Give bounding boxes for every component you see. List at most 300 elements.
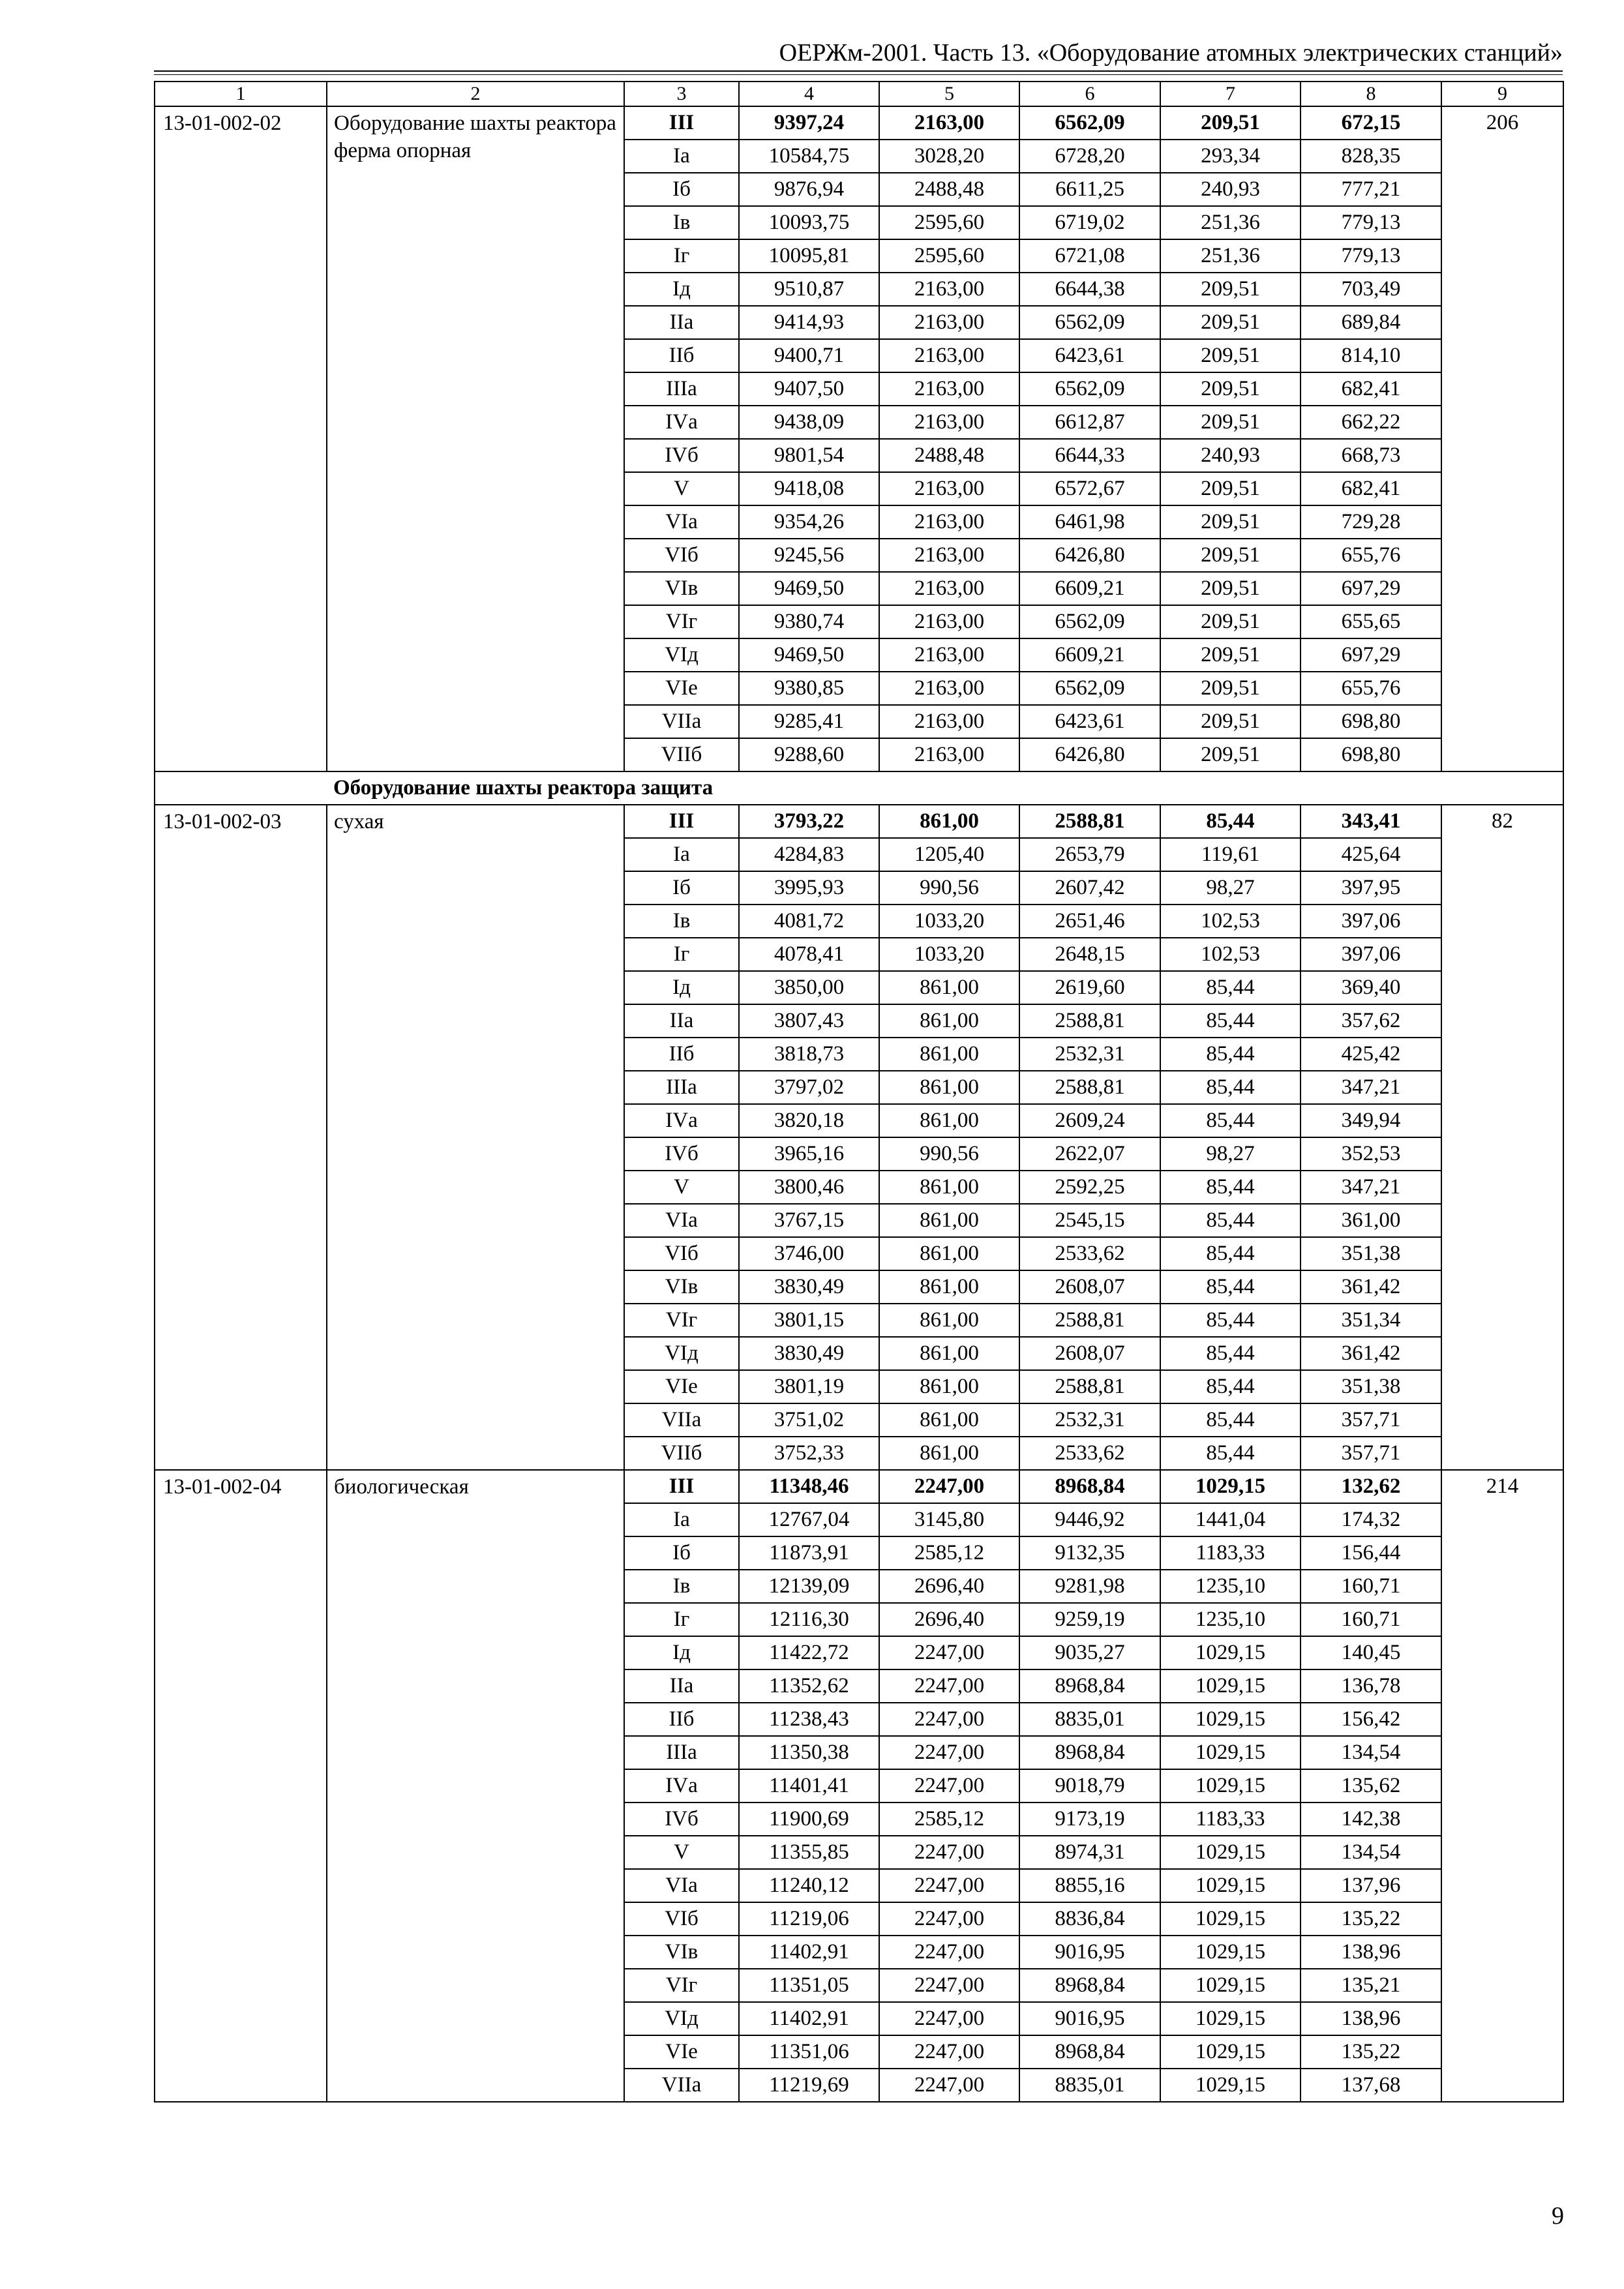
value-cell: 251,36 <box>1160 239 1301 273</box>
value-cell: 6562,09 <box>1019 306 1160 339</box>
value-cell: 861,00 <box>879 805 1019 838</box>
value-cell: 8836,84 <box>1019 1902 1160 1936</box>
value-cell: 6461,98 <box>1019 505 1160 539</box>
value-cell: 6609,21 <box>1019 572 1160 605</box>
value-cell: 2653,79 <box>1019 838 1160 871</box>
value-cell: 12139,09 <box>739 1570 879 1603</box>
value-cell: 1029,15 <box>1160 1902 1301 1936</box>
zone-cell: IIIа <box>624 1736 739 1769</box>
value-cell: 861,00 <box>879 1071 1019 1104</box>
value-cell: 861,00 <box>879 1304 1019 1337</box>
value-cell: 349,94 <box>1301 1104 1441 1137</box>
zone-cell: VIг <box>624 1969 739 2002</box>
value-cell: 990,56 <box>879 871 1019 905</box>
value-cell: 11219,06 <box>739 1902 879 1936</box>
zone-cell: VIд <box>624 638 739 672</box>
value-cell: 2247,00 <box>879 2069 1019 2102</box>
value-cell: 697,29 <box>1301 638 1441 672</box>
table-body <box>155 82 1563 2102</box>
zone-cell: Iб <box>624 871 739 905</box>
value-cell: 682,41 <box>1301 372 1441 406</box>
value-cell: 11238,43 <box>739 1703 879 1736</box>
page-header: ОЕРЖм-2001. Часть 13. «Оборудование атомных электрических станций» <box>779 39 1563 67</box>
value-cell: 3800,46 <box>739 1171 879 1204</box>
column-number: 3 <box>624 82 739 106</box>
value-cell: 351,38 <box>1301 1370 1441 1403</box>
value-cell: 1033,20 <box>879 905 1019 938</box>
value-cell: 85,44 <box>1160 1071 1301 1104</box>
value-cell: 861,00 <box>879 1270 1019 1304</box>
value-cell: 209,51 <box>1160 539 1301 572</box>
value-cell: 209,51 <box>1160 505 1301 539</box>
zone-cell: IVа <box>624 1769 739 1803</box>
zone-cell: VIв <box>624 572 739 605</box>
value-cell: 369,40 <box>1301 971 1441 1004</box>
zone-cell: IIа <box>624 306 739 339</box>
value-cell: 11351,06 <box>739 2035 879 2069</box>
value-cell: 9438,09 <box>739 406 879 439</box>
value-cell: 85,44 <box>1160 971 1301 1004</box>
value-cell: 10584,75 <box>739 140 879 173</box>
value-cell: 2488,48 <box>879 439 1019 472</box>
zone-cell: Iв <box>624 206 739 239</box>
value-cell: 11352,62 <box>739 1669 879 1703</box>
value-cell: 8855,16 <box>1019 1869 1160 1902</box>
value-cell: 2163,00 <box>879 605 1019 638</box>
value-cell: 137,68 <box>1301 2069 1441 2102</box>
value-cell: 6719,02 <box>1019 206 1160 239</box>
value-cell: 134,54 <box>1301 1836 1441 1869</box>
value-cell: 2648,15 <box>1019 938 1160 971</box>
section-spacer <box>155 771 327 805</box>
value-cell: 2163,00 <box>879 306 1019 339</box>
zone-cell: V <box>624 472 739 505</box>
value-cell: 2588,81 <box>1019 805 1160 838</box>
value-cell: 2619,60 <box>1019 971 1160 1004</box>
zone-cell: Iд <box>624 971 739 1004</box>
value-cell: 1029,15 <box>1160 1669 1301 1703</box>
value-cell: 85,44 <box>1160 1171 1301 1204</box>
value-cell: 9380,74 <box>739 605 879 638</box>
value-cell: 6612,87 <box>1019 406 1160 439</box>
rate-code: 13-01-002-04 <box>155 1470 327 2102</box>
zone-cell: VIIб <box>624 738 739 771</box>
value-cell: 102,53 <box>1160 938 1301 971</box>
value-cell: 2533,62 <box>1019 1237 1160 1270</box>
zone-cell: VIб <box>624 539 739 572</box>
value-cell: 3752,33 <box>739 1437 879 1470</box>
value-cell: 11401,41 <box>739 1769 879 1803</box>
value-cell: 2247,00 <box>879 1969 1019 2002</box>
value-cell: 2585,12 <box>879 1803 1019 1836</box>
value-cell: 361,42 <box>1301 1270 1441 1304</box>
value-cell: 2247,00 <box>879 1769 1019 1803</box>
value-cell: 6644,38 <box>1019 273 1160 306</box>
value-cell: 4284,83 <box>739 838 879 871</box>
value-cell: 4078,41 <box>739 938 879 971</box>
labor-norm: 206 <box>1441 106 1563 771</box>
value-cell: 11900,69 <box>739 1803 879 1836</box>
value-cell: 6609,21 <box>1019 638 1160 672</box>
value-cell: 9400,71 <box>739 339 879 372</box>
value-cell: 8968,84 <box>1019 1969 1160 2002</box>
value-cell: 1029,15 <box>1160 1836 1301 1869</box>
value-cell: 1235,10 <box>1160 1570 1301 1603</box>
value-cell: 2247,00 <box>879 2035 1019 2069</box>
zone-cell: Iг <box>624 239 739 273</box>
zone-cell: Iв <box>624 1570 739 1603</box>
value-cell: 8968,84 <box>1019 2035 1160 2069</box>
table-row <box>155 805 1563 838</box>
zone-cell: IIб <box>624 1038 739 1071</box>
header-rule <box>154 70 1563 72</box>
value-cell: 9446,92 <box>1019 1503 1160 1536</box>
zone-cell: VIа <box>624 1204 739 1237</box>
zone-cell: V <box>624 1171 739 1204</box>
value-cell: 6562,09 <box>1019 106 1160 140</box>
zone-cell: VIе <box>624 672 739 705</box>
value-cell: 11219,69 <box>739 2069 879 2102</box>
value-cell: 662,22 <box>1301 406 1441 439</box>
column-number: 8 <box>1301 82 1441 106</box>
zone-cell: VIа <box>624 1869 739 1902</box>
value-cell: 1029,15 <box>1160 1869 1301 1902</box>
value-cell: 3801,15 <box>739 1304 879 1337</box>
value-cell: 9876,94 <box>739 173 879 206</box>
value-cell: 11422,72 <box>739 1636 879 1669</box>
value-cell: 672,15 <box>1301 106 1441 140</box>
value-cell: 1029,15 <box>1160 1769 1301 1803</box>
value-cell: 174,32 <box>1301 1503 1441 1536</box>
value-cell: 10095,81 <box>739 239 879 273</box>
value-cell: 1029,15 <box>1160 1470 1301 1503</box>
zone-cell: VIд <box>624 2002 739 2035</box>
column-number: 7 <box>1160 82 1301 106</box>
value-cell: 209,51 <box>1160 372 1301 406</box>
value-cell: 8974,31 <box>1019 1836 1160 1869</box>
value-cell: 6562,09 <box>1019 605 1160 638</box>
value-cell: 2588,81 <box>1019 1004 1160 1038</box>
value-cell: 2247,00 <box>879 1836 1019 1869</box>
value-cell: 2163,00 <box>879 406 1019 439</box>
value-cell: 3995,93 <box>739 871 879 905</box>
value-cell: 3807,43 <box>739 1004 879 1038</box>
zone-cell: VIIа <box>624 705 739 738</box>
value-cell: 209,51 <box>1160 672 1301 705</box>
value-cell: 6728,20 <box>1019 140 1160 173</box>
value-cell: 6423,61 <box>1019 705 1160 738</box>
value-cell: 8968,84 <box>1019 1669 1160 1703</box>
value-cell: 160,71 <box>1301 1603 1441 1636</box>
zone-cell: Iв <box>624 905 739 938</box>
value-cell: 2651,46 <box>1019 905 1160 938</box>
value-cell: 9380,85 <box>739 672 879 705</box>
value-cell: 2247,00 <box>879 1902 1019 1936</box>
value-cell: 779,13 <box>1301 206 1441 239</box>
value-cell: 293,34 <box>1160 140 1301 173</box>
value-cell: 4081,72 <box>739 905 879 938</box>
value-cell: 2622,07 <box>1019 1137 1160 1171</box>
value-cell: 2163,00 <box>879 738 1019 771</box>
value-cell: 209,51 <box>1160 472 1301 505</box>
value-cell: 1029,15 <box>1160 2002 1301 2035</box>
value-cell: 2588,81 <box>1019 1370 1160 1403</box>
value-cell: 12116,30 <box>739 1603 879 1636</box>
value-cell: 12767,04 <box>739 1503 879 1536</box>
zone-cell: III <box>624 1470 739 1503</box>
column-number: 9 <box>1441 82 1563 106</box>
value-cell: 8968,84 <box>1019 1736 1160 1769</box>
zone-cell: Iд <box>624 1636 739 1669</box>
value-cell: 9259,19 <box>1019 1603 1160 1636</box>
value-cell: 2163,00 <box>879 472 1019 505</box>
value-cell: 9245,56 <box>739 539 879 572</box>
value-cell: 3830,49 <box>739 1337 879 1370</box>
value-cell: 361,42 <box>1301 1337 1441 1370</box>
value-cell: 3793,22 <box>739 805 879 838</box>
value-cell: 85,44 <box>1160 1437 1301 1470</box>
value-cell: 9173,19 <box>1019 1803 1160 1836</box>
value-cell: 138,96 <box>1301 1936 1441 1969</box>
zone-cell: IIб <box>624 339 739 372</box>
value-cell: 2247,00 <box>879 1470 1019 1503</box>
value-cell: 8835,01 <box>1019 2069 1160 2102</box>
zone-cell: IVа <box>624 1104 739 1137</box>
zone-cell: Iа <box>624 838 739 871</box>
zone-cell: IIа <box>624 1004 739 1038</box>
value-cell: 861,00 <box>879 1038 1019 1071</box>
value-cell: 209,51 <box>1160 339 1301 372</box>
value-cell: 397,06 <box>1301 938 1441 971</box>
value-cell: 2247,00 <box>879 2002 1019 2035</box>
zone-cell: IIа <box>624 1669 739 1703</box>
value-cell: 1029,15 <box>1160 1969 1301 2002</box>
equipment-name: Оборудование шахты реактора ферма опорная <box>327 106 624 771</box>
value-cell: 698,80 <box>1301 705 1441 738</box>
value-cell: 361,00 <box>1301 1204 1441 1237</box>
zone-cell: VIIа <box>624 1403 739 1437</box>
value-cell: 11355,85 <box>739 1836 879 1869</box>
zone-cell: IVа <box>624 406 739 439</box>
value-cell: 425,42 <box>1301 1038 1441 1071</box>
value-cell: 9281,98 <box>1019 1570 1160 1603</box>
zone-cell: VIа <box>624 505 739 539</box>
value-cell: 1441,04 <box>1160 1503 1301 1536</box>
value-cell: 240,93 <box>1160 173 1301 206</box>
value-cell: 9132,35 <box>1019 1536 1160 1570</box>
value-cell: 2545,15 <box>1019 1204 1160 1237</box>
value-cell: 861,00 <box>879 1370 1019 1403</box>
value-cell: 137,96 <box>1301 1869 1441 1902</box>
column-number: 5 <box>879 82 1019 106</box>
value-cell: 397,95 <box>1301 871 1441 905</box>
value-cell: 138,96 <box>1301 2002 1441 2035</box>
value-cell: 85,44 <box>1160 1104 1301 1137</box>
header-rule-thin <box>154 74 1563 75</box>
value-cell: 11351,05 <box>739 1969 879 2002</box>
value-cell: 861,00 <box>879 1337 1019 1370</box>
value-cell: 98,27 <box>1160 1137 1301 1171</box>
value-cell: 1029,15 <box>1160 1636 1301 1669</box>
value-cell: 9016,95 <box>1019 1936 1160 1969</box>
value-cell: 2247,00 <box>879 1636 1019 1669</box>
table-row <box>155 1470 1563 1503</box>
column-number: 2 <box>327 82 624 106</box>
value-cell: 1235,10 <box>1160 1603 1301 1636</box>
zone-cell: VIб <box>624 1902 739 1936</box>
zone-cell: Iа <box>624 140 739 173</box>
equipment-name: биологическая <box>327 1470 624 2102</box>
column-number: 6 <box>1019 82 1160 106</box>
value-cell: 209,51 <box>1160 273 1301 306</box>
value-cell: 8968,84 <box>1019 1470 1160 1503</box>
value-cell: 10093,75 <box>739 206 879 239</box>
value-cell: 3767,15 <box>739 1204 879 1237</box>
value-cell: 209,51 <box>1160 406 1301 439</box>
value-cell: 425,64 <box>1301 838 1441 871</box>
value-cell: 209,51 <box>1160 738 1301 771</box>
value-cell: 2488,48 <box>879 173 1019 206</box>
value-cell: 2608,07 <box>1019 1270 1160 1304</box>
value-cell: 689,84 <box>1301 306 1441 339</box>
value-cell: 2163,00 <box>879 372 1019 406</box>
value-cell: 135,21 <box>1301 1969 1441 2002</box>
value-cell: 2247,00 <box>879 1736 1019 1769</box>
zone-cell: III <box>624 805 739 838</box>
value-cell: 9035,27 <box>1019 1636 1160 1669</box>
value-cell: 2532,31 <box>1019 1038 1160 1071</box>
value-cell: 9397,24 <box>739 106 879 140</box>
value-cell: 1183,33 <box>1160 1536 1301 1570</box>
value-cell: 2609,24 <box>1019 1104 1160 1137</box>
zone-cell: Iг <box>624 1603 739 1636</box>
value-cell: 990,56 <box>879 1137 1019 1171</box>
section-heading: Оборудование шахты реактора защита <box>327 771 1563 805</box>
rate-code: 13-01-002-02 <box>155 106 327 771</box>
value-cell: 98,27 <box>1160 871 1301 905</box>
value-cell: 861,00 <box>879 971 1019 1004</box>
equipment-name: сухая <box>327 805 624 1470</box>
value-cell: 2247,00 <box>879 1869 1019 1902</box>
value-cell: 1029,15 <box>1160 2035 1301 2069</box>
value-cell: 9801,54 <box>739 439 879 472</box>
value-cell: 352,53 <box>1301 1137 1441 1171</box>
value-cell: 861,00 <box>879 1204 1019 1237</box>
zone-cell: VIд <box>624 1337 739 1370</box>
value-cell: 3965,16 <box>739 1137 879 1171</box>
zone-cell: IVб <box>624 1803 739 1836</box>
value-cell: 397,06 <box>1301 905 1441 938</box>
zone-cell: Iд <box>624 273 739 306</box>
value-cell: 85,44 <box>1160 1204 1301 1237</box>
value-cell: 11240,12 <box>739 1869 879 1902</box>
value-cell: 2696,40 <box>879 1570 1019 1603</box>
value-cell: 861,00 <box>879 1171 1019 1204</box>
zone-cell: IVб <box>624 1137 739 1171</box>
value-cell: 2163,00 <box>879 339 1019 372</box>
value-cell: 697,29 <box>1301 572 1441 605</box>
value-cell: 85,44 <box>1160 1337 1301 1370</box>
value-cell: 2592,25 <box>1019 1171 1160 1204</box>
value-cell: 698,80 <box>1301 738 1441 771</box>
value-cell: 132,62 <box>1301 1470 1441 1503</box>
value-cell: 3751,02 <box>739 1403 879 1437</box>
value-cell: 85,44 <box>1160 1403 1301 1437</box>
value-cell: 9469,50 <box>739 572 879 605</box>
value-cell: 209,51 <box>1160 306 1301 339</box>
value-cell: 6562,09 <box>1019 672 1160 705</box>
value-cell: 209,51 <box>1160 638 1301 672</box>
value-cell: 135,22 <box>1301 1902 1441 1936</box>
value-cell: 85,44 <box>1160 1370 1301 1403</box>
value-cell: 814,10 <box>1301 339 1441 372</box>
value-cell: 9288,60 <box>739 738 879 771</box>
value-cell: 777,21 <box>1301 173 1441 206</box>
zone-cell: IIIа <box>624 372 739 406</box>
value-cell: 357,71 <box>1301 1403 1441 1437</box>
zone-cell: VIб <box>624 1237 739 1270</box>
zone-cell: Iа <box>624 1503 739 1536</box>
value-cell: 1029,15 <box>1160 1703 1301 1736</box>
value-cell: 3746,00 <box>739 1237 879 1270</box>
value-cell: 3820,18 <box>739 1104 879 1137</box>
column-number-row <box>155 82 1563 106</box>
value-cell: 9510,87 <box>739 273 879 306</box>
zone-cell: Iб <box>624 1536 739 1570</box>
value-cell: 343,41 <box>1301 805 1441 838</box>
value-cell: 1205,40 <box>879 838 1019 871</box>
value-cell: 3028,20 <box>879 140 1019 173</box>
value-cell: 861,00 <box>879 1237 1019 1270</box>
value-cell: 729,28 <box>1301 505 1441 539</box>
value-cell: 682,41 <box>1301 472 1441 505</box>
value-cell: 209,51 <box>1160 605 1301 638</box>
value-cell: 347,21 <box>1301 1171 1441 1204</box>
value-cell: 85,44 <box>1160 1270 1301 1304</box>
column-number: 4 <box>739 82 879 106</box>
value-cell: 3818,73 <box>739 1038 879 1071</box>
value-cell: 8835,01 <box>1019 1703 1160 1736</box>
zone-cell: IIб <box>624 1703 739 1736</box>
labor-norm: 214 <box>1441 1470 1563 2102</box>
value-cell: 6644,33 <box>1019 439 1160 472</box>
value-cell: 1029,15 <box>1160 1936 1301 1969</box>
value-cell: 85,44 <box>1160 1004 1301 1038</box>
value-cell: 2588,81 <box>1019 1071 1160 1104</box>
value-cell: 6562,09 <box>1019 372 1160 406</box>
column-number: 1 <box>155 82 327 106</box>
value-cell: 9354,26 <box>739 505 879 539</box>
value-cell: 135,22 <box>1301 2035 1441 2069</box>
zone-cell: VIв <box>624 1936 739 1969</box>
value-cell: 209,51 <box>1160 572 1301 605</box>
value-cell: 85,44 <box>1160 1237 1301 1270</box>
value-cell: 2595,60 <box>879 239 1019 273</box>
value-cell: 209,51 <box>1160 705 1301 738</box>
value-cell: 119,61 <box>1160 838 1301 871</box>
zone-cell: VIе <box>624 1370 739 1403</box>
zone-cell: VIв <box>624 1270 739 1304</box>
value-cell: 3145,80 <box>879 1503 1019 1536</box>
zone-cell: IVб <box>624 439 739 472</box>
value-cell: 3830,49 <box>739 1270 879 1304</box>
value-cell: 3801,19 <box>739 1370 879 1403</box>
value-cell: 655,65 <box>1301 605 1441 638</box>
value-cell: 9469,50 <box>739 638 879 672</box>
value-cell: 2163,00 <box>879 273 1019 306</box>
value-cell: 861,00 <box>879 1004 1019 1038</box>
value-cell: 2247,00 <box>879 1936 1019 1969</box>
